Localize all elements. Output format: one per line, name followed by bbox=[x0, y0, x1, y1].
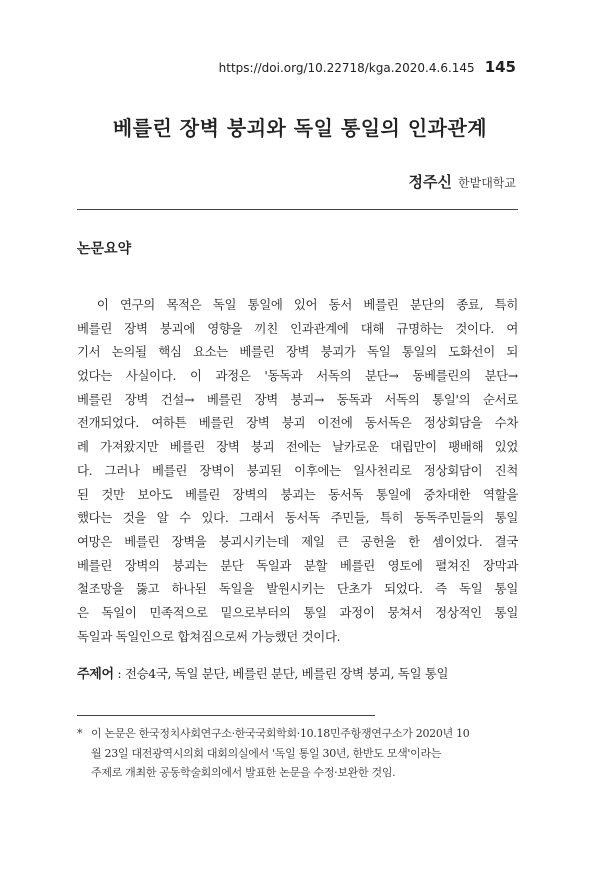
abstract-line: 여망은 베를린 장벽을 붕괴시키는데 제일 큰 공헌을 한 셈이었다. 결국 bbox=[77, 533, 518, 549]
abstract-line: 이 연구의 목적은 독일 통일에 있어 동서 베를린 분단의 종료, 특히 bbox=[77, 297, 518, 312]
footnote-divider bbox=[77, 715, 375, 716]
keywords-label: 주제어 bbox=[77, 667, 114, 682]
abstract-line: 었다는 사실이다. 이 과정은 '동독과 서독의 분단→ 동베를린의 분단→ bbox=[77, 368, 518, 384]
keywords bbox=[77, 663, 518, 682]
abstract-line: 례 가져왔지만 베를린 장벽 붕괴 전에는 날카로운 대립만이 팽배해 있었 bbox=[77, 439, 518, 455]
abstract-line: 은 독일이 민족적으로 밑으로부터의 통일 과정이 뭉쳐서 정상적인 통일 bbox=[77, 604, 518, 620]
author-affiliation: 한밭대학교 bbox=[458, 176, 516, 190]
footnote-line bbox=[77, 724, 518, 744]
keywords-text: 전승4국, 독일 분단, 베를린 분단, 베를린 장벽 붕괴, 독일 통일 bbox=[124, 666, 449, 681]
footnote bbox=[77, 724, 518, 783]
abstract-line: 철조망을 뚫고 하나된 독일을 발원시키는 단초가 되었다. 즉 독일 통일 bbox=[77, 581, 518, 597]
author-name: 정주신 bbox=[408, 173, 453, 191]
footnote-line: 월 23일 대전광역시의회 대회의실에서 '독일 통일 30년, 한반도 모색'이라는 bbox=[91, 746, 442, 760]
abstract-line: 했다는 것을 알 수 있다. 그래서 동서독 주민들, 특히 동독주민들의 통일 bbox=[77, 510, 518, 526]
footnote-text: 이 논문은 한국정치사회연구소·한국국회학회·10.18민주항쟁연구소가 2020년 10 bbox=[91, 727, 470, 740]
abstract-body bbox=[77, 293, 518, 648]
abstract-line: 베를린 장벽 건설→ 베를린 장벽 붕괴→ 동독과 서독의 통일'의 순서로 bbox=[77, 391, 518, 407]
footnote-mark: * bbox=[77, 727, 83, 740]
keywords-separator: : bbox=[113, 666, 125, 681]
abstract-line: 전개되었다. 여하튼 베를린 장벽 붕괴 이전에 동서독은 정상회담을 수차 bbox=[77, 415, 518, 431]
abstract-line: 기서 논의될 핵심 요소는 베를린 장벽 붕괴가 독일 통일의 도화선이 되 bbox=[77, 344, 518, 360]
page-number: 145 bbox=[484, 58, 516, 76]
title-divider bbox=[77, 209, 518, 210]
abstract-line: 베를린 장벽의 붕괴는 분단 독일과 분할 베를린 영토에 펼쳐진 장막과 bbox=[77, 557, 518, 573]
running-header bbox=[219, 58, 516, 76]
abstract-line: 독일과 독일인으로 합쳐짐으로써 가능했던 것이다. bbox=[77, 628, 341, 644]
doi-link[interactable]: https://doi.org/10.22718/kga.2020.4.6.145 bbox=[218, 61, 475, 75]
footnote-line: 주제로 개최한 공동학술회의에서 발표한 논문을 수정·보완한 것임. bbox=[91, 766, 396, 779]
abstract-line: 다. 그러나 베를린 장벽이 붕괴된 이후에는 일사천리로 정상회담이 진척 bbox=[77, 462, 518, 478]
author-block bbox=[409, 171, 516, 192]
abstract-heading: 논문요약 bbox=[77, 241, 132, 257]
abstract-line: 베를린 장벽 붕괴에 영향을 끼친 인과관계에 대해 규명하는 것이다. 여 bbox=[77, 320, 518, 336]
paper-title: 베를린 장벽 붕괴와 독일 통일의 인과관계 bbox=[112, 116, 488, 140]
abstract-line: 된 것만 보아도 베를린 장벽의 붕괴는 동서독 통일에 중차대한 역할을 bbox=[77, 486, 518, 502]
